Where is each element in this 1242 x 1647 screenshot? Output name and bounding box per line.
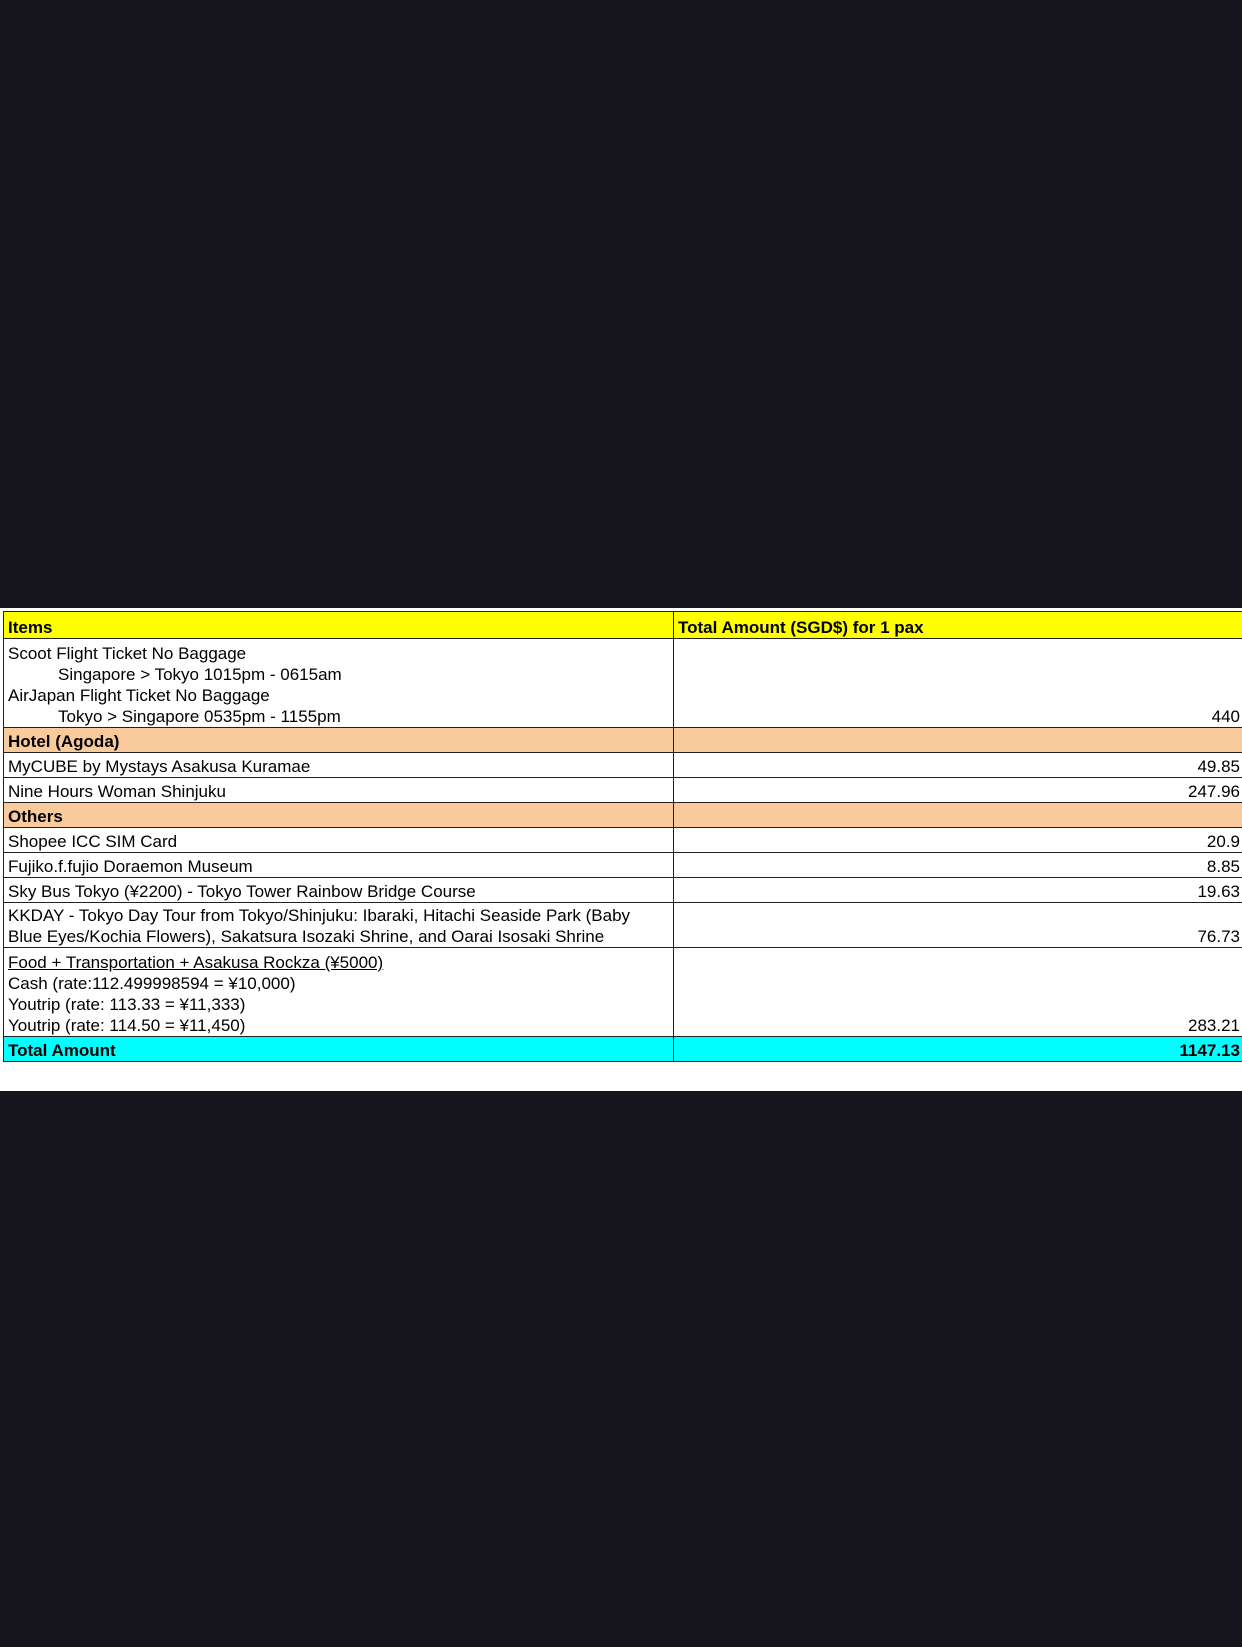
table-row-kkday bbox=[4, 903, 1242, 948]
total-label[interactable]: Total Amount bbox=[4, 1037, 674, 1062]
header-row bbox=[4, 612, 1242, 639]
food-line-1: Food + Transportation + Asakusa Rockza (¥5000) bbox=[8, 953, 384, 972]
kkday-line-2: Blue Eyes/Kochia Flowers), Sakatsura Isozaki Shrine, and Oarai Isosaki Shrine bbox=[8, 927, 605, 946]
total-row bbox=[4, 1037, 1242, 1062]
item-cell[interactable]: MyCUBE by Mystays Asakusa Kuramae bbox=[4, 753, 674, 778]
section-row-others bbox=[4, 803, 1242, 828]
food-line-2: Cash (rate:112.499998594 = ¥10,000) bbox=[8, 974, 296, 993]
amount-cell[interactable]: 247.96 bbox=[674, 778, 1242, 803]
table-row bbox=[4, 778, 1242, 803]
header-amount[interactable]: Total Amount (SGD$) for 1 pax bbox=[674, 612, 1242, 639]
section-others-label[interactable]: Others bbox=[4, 803, 674, 828]
section-others-amount[interactable] bbox=[674, 803, 1242, 828]
table-row bbox=[4, 878, 1242, 903]
section-hotel-label[interactable]: Hotel (Agoda) bbox=[4, 728, 674, 753]
amount-cell[interactable]: 49.85 bbox=[674, 753, 1242, 778]
kkday-amount[interactable]: 76.73 bbox=[674, 903, 1242, 948]
flight-cell[interactable] bbox=[4, 639, 674, 728]
table-row bbox=[4, 828, 1242, 853]
item-cell[interactable]: Nine Hours Woman Shinjuku bbox=[4, 778, 674, 803]
flight-line-1: Scoot Flight Ticket No Baggage bbox=[8, 644, 247, 663]
item-cell[interactable]: Sky Bus Tokyo (¥2200) - Tokyo Tower Rainbow Bridge Course bbox=[4, 878, 674, 903]
budget-table bbox=[3, 611, 1242, 1062]
flight-line-3: AirJapan Flight Ticket No Baggage bbox=[8, 686, 270, 705]
item-cell[interactable]: Shopee ICC SIM Card bbox=[4, 828, 674, 853]
table-row bbox=[4, 753, 1242, 778]
table-row-flights bbox=[4, 639, 1242, 728]
kkday-line-1: KKDAY - Tokyo Day Tour from Tokyo/Shinjuku: Ibaraki, Hitachi Seaside Park (Baby bbox=[8, 906, 631, 925]
flight-amount[interactable]: 440 bbox=[674, 639, 1242, 728]
food-amount[interactable]: 283.21 bbox=[674, 948, 1242, 1037]
food-cell[interactable] bbox=[4, 948, 674, 1037]
food-line-4: Youtrip (rate: 114.50 = ¥11,450) bbox=[8, 1016, 246, 1035]
amount-cell[interactable]: 8.85 bbox=[674, 853, 1242, 878]
kkday-cell[interactable] bbox=[4, 903, 674, 948]
food-line-3: Youtrip (rate: 113.33 = ¥11,333) bbox=[8, 995, 246, 1014]
table-row-food bbox=[4, 948, 1242, 1037]
header-items[interactable]: Items bbox=[4, 612, 674, 639]
section-row-hotel bbox=[4, 728, 1242, 753]
total-amount[interactable]: 1147.13 bbox=[674, 1037, 1242, 1062]
item-cell[interactable]: Fujiko.f.fujio Doraemon Museum bbox=[4, 853, 674, 878]
section-hotel-amount[interactable] bbox=[674, 728, 1242, 753]
table-row bbox=[4, 853, 1242, 878]
flight-line-2: Singapore > Tokyo 1015pm - 0615am bbox=[58, 665, 342, 684]
amount-cell[interactable]: 20.9 bbox=[674, 828, 1242, 853]
budget-sheet bbox=[0, 608, 1242, 1091]
amount-cell[interactable]: 19.63 bbox=[674, 878, 1242, 903]
flight-line-4: Tokyo > Singapore 0535pm - 1155pm bbox=[58, 707, 341, 726]
